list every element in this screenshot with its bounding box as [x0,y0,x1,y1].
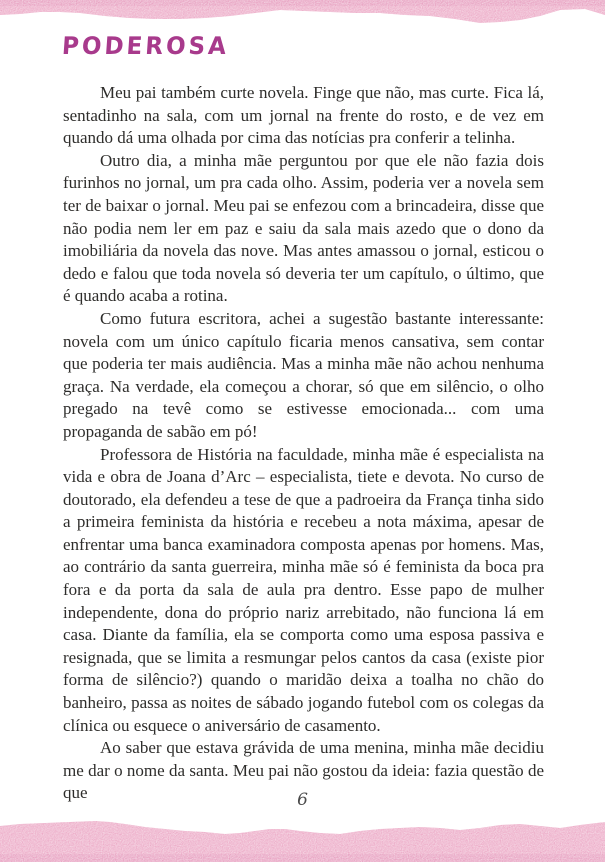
paragraph: Professora de História na faculdade, minha mãe é especialista na vida e obra de Joana d’Arc – especialista, tiete e devota. No curso de doutorado, ela defendeu a tese de que a padroeira da França tinha sido a primeira feminista da história e recebeu a nota máxima, apesar de enfrentar uma banca examinadora composta apenas por homens. Mas, ao contrário da santa guerreira, minha mãe só é feminista da boca pra fora e da porta da sala de aula pra dentro. Esse papo de mulher independente, dona do próprio nariz arrebitado, não funciona lá em casa. Diante da família, ela se comporta como uma esposa passiva e resignada, que se limita a resmungar pelos cantos da casa (existe pior forma de silêncio?) quando o maridão deixa a toalha no chão do banheiro, passa as noites de sábado jogando futebol com os colegas da clínica ou esquece o aniversário de casamento. [63,444,544,735]
running-head-title: PODEROSA [61,33,230,61]
page-number: 6 [297,790,308,810]
paragraph: Ao saber que estava grávida de uma menina, minha mãe decidiu me dar o nome da santa. Meu pai não gostou da ideia: fazia questão de que [63,738,544,803]
paragraph: Como futura escritora, achei a sugestão bastante interessante: novela com um único capítulo ficaria menos cansativa, sem contar que poderia ter mais audiência. Mas a minha mãe não achou nenhuma graça. Na verdade, ela começou a chorar, só que em silêncio, o olho pregado na tevê como se estivesse emocionada... com uma propaganda de sabão em pó! [63,308,544,441]
paragraph: Meu pai também curte novela. Finge que não, mas curte. Fica lá, sentadinho na sala, com um jornal na frente do rosto, e de vez em quando dá uma olhada por cima das notícias pra conferir a telinha. [63,83,544,148]
body-text-column [63,82,544,805]
bottom-torn-band-decoration [0,818,605,862]
paragraph: Outro dia, a minha mãe perguntou por que ele não fazia dois furinhos no jornal, um pra cada olho. Assim, poderia ver a novela sem ter de baixar o jornal. Meu pai se enfezou com a brincadeira, disse que não podia nem ler em paz e saiu da sala mais azedo que o dono da imobiliária da novela das nove. Mas antes amassou o jornal, esticou o dedo e falou que toda novela só deveria ter um capítulo, o último, que é quando acaba a rotina. [63,150,544,306]
